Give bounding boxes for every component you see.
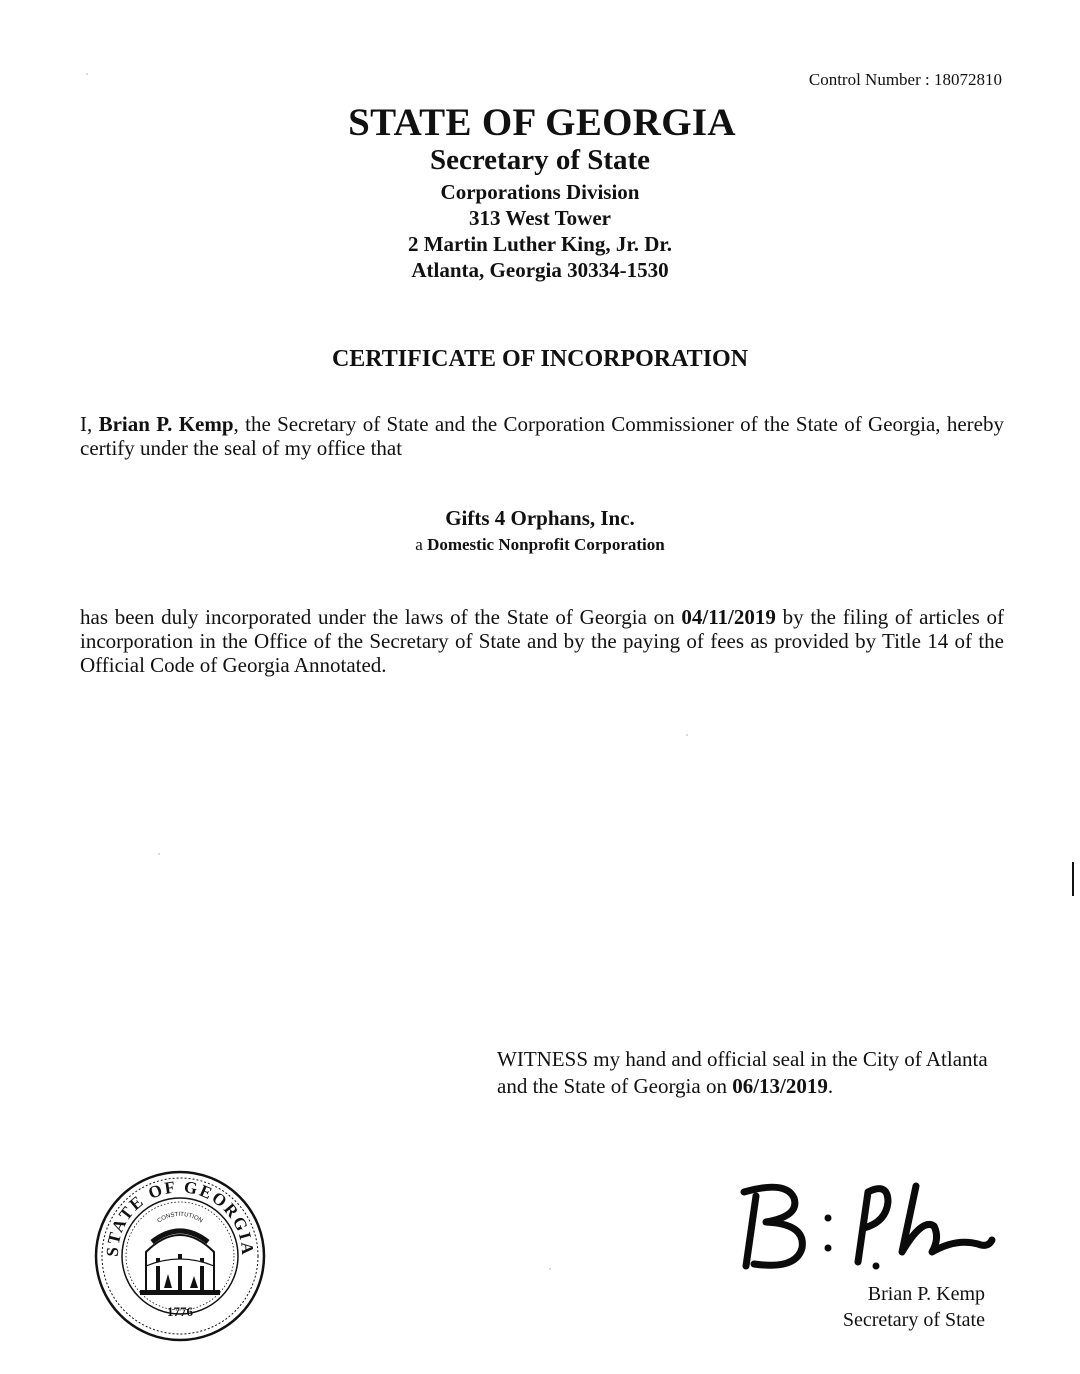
office-title: Secretary of State [429,144,651,176]
scan-speck [86,73,88,75]
scan-speck [158,853,160,855]
scan-speck [686,734,688,736]
address-line-street: 2 Martin Luther King, Jr. Dr. [407,232,673,256]
state-seal-icon [94,1170,266,1342]
intro-text: , the Secretary of State and the Corporation Commissioner of the State of Georgia, hereby certify under the seal of my office that [80,412,1004,460]
certification-paragraph [80,412,1004,460]
state-title: STATE OF GEORGIA [348,101,736,144]
address-line-building: 313 West Tower [469,206,611,230]
address-line-division: Corporations Division [440,180,640,204]
incorporation-paragraph [80,605,1004,677]
certificate-title: CERTIFICATE OF INCORPORATION [331,346,749,372]
scan-edge-mark [1072,862,1074,896]
signature-icon [726,1178,998,1276]
witness-date: 06/13/2019 [732,1074,828,1098]
body-prefix: has been duly incorporated under the laws of the State of Georgia on [80,605,682,629]
svg-text:STATE OF GEORGIA: STATE OF GEORGIA [102,1177,258,1258]
signer-name: Brian P. Kemp [867,1283,985,1305]
body-text: by the filing of articles of incorporation in the Office of the Secretary of State and by the paying of fees as provided by Title 14 of the Official Code of Georgia Annotated. [80,605,1004,677]
incorporation-date: 04/11/2019 [681,605,776,629]
intro-prefix: I, [80,412,99,436]
corporation-name: Gifts 4 Orphans, Inc. [445,506,635,530]
control-number: Control Number : 18072810 [808,70,1002,89]
witness-text: WITNESS my hand and official seal in the City of Atlanta and the State of Georgia on [497,1047,988,1098]
witness-statement [497,1046,1007,1100]
svg-text:CONSTITUTION: CONSTITUTION [156,1211,204,1225]
secretary-name: Brian P. Kemp [98,412,234,436]
corporation-type-prefix: a [415,535,428,554]
corporation-type-line [0,535,1080,555]
signer-title: Secretary of State [842,1309,985,1331]
witness-period: . [827,1074,834,1098]
svg-text:1776: 1776 [167,1304,193,1319]
scan-speck [549,1268,551,1270]
address-line-city: Atlanta, Georgia 30334-1530 [411,258,669,282]
corporation-type: Domestic Nonprofit Corporation [427,535,665,554]
